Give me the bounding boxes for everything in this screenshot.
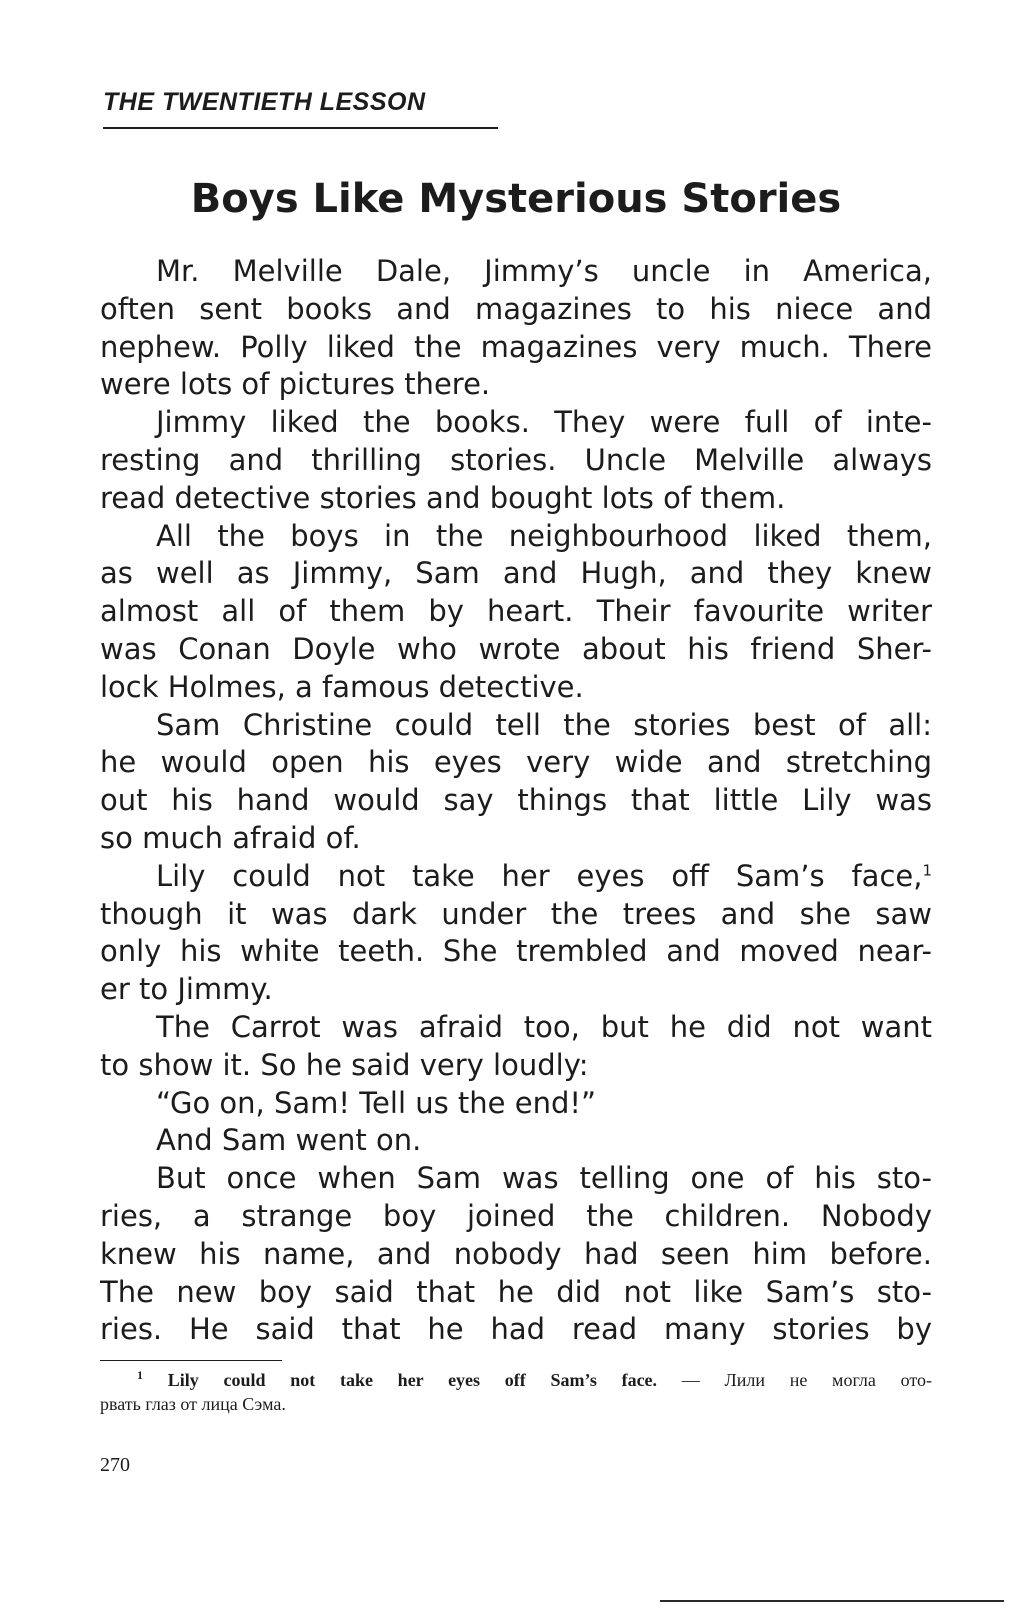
text-line [100,1274,932,1312]
text-line [100,820,932,858]
line-text: “Go on, Sam! Tell us the end!” [156,1085,597,1120]
line-text: often sent books and magazines to his niece and [100,291,932,326]
line-text: resting and thrilling stories. Uncle Melville always [100,442,932,477]
text-line [100,1085,932,1123]
footnote-russian-1: Лили не могла ото- [724,1370,933,1390]
paragraph [100,404,932,517]
line-text: ries. He said that he had read many stories by [100,1312,932,1347]
scan-edge-divider [660,1600,1004,1602]
text-line [100,858,932,896]
footnote-marker: 1 [137,1368,143,1382]
text-line [100,782,932,820]
text-line [100,291,932,329]
text-line [100,480,932,518]
paragraph [100,1160,932,1349]
line-text: Lily could not take her eyes off Sam’s face, [156,858,923,893]
line-text: out his hand would say things that little Lily was [100,783,932,818]
paragraph [100,858,932,1009]
text-line [100,631,932,669]
line-text: to show it. So he said very loudly: [100,1047,589,1082]
text-line [100,669,932,707]
page-number: 270 [100,1454,130,1476]
text-line [100,404,932,442]
line-text: were lots of pictures there. [100,367,491,402]
line-text: as well as Jimmy, Sam and Hugh, and they knew [100,556,932,591]
paragraph [100,518,932,707]
line-text: though it was dark under the trees and she saw [100,896,932,931]
line-text: The new boy said that he did not like Sam’s sto- [100,1274,932,1309]
paragraph [100,1009,932,1085]
page-title: Boys Like Mysterious Stories [190,176,842,222]
text-line [100,707,932,745]
line-text: so much afraid of. [100,820,361,855]
text-line [100,971,932,1009]
text-line [100,518,932,556]
line-text: read detective stories and bought lots of them. [100,480,786,515]
body-text [100,253,932,1349]
line-text: But once when Sam was telling one of his sto- [156,1161,932,1196]
line-text: ries, a strange boy joined the children. Nobody [100,1198,932,1233]
text-line [100,933,932,971]
line-text: nephew. Polly liked the magazines very much. There [100,329,932,364]
line-text: almost all of them by heart. Their favourite writer [100,594,932,629]
paragraph [100,253,932,404]
line-text: was Conan Doyle who wrote about his friend Sher- [100,631,932,666]
line-text: knew his name, and nobody had seen him before. [100,1236,932,1271]
line-text: Sam Christine could tell the stories best of all: [156,707,932,742]
text-line [100,555,932,593]
text-line [100,1122,932,1160]
footnote-english: Lily could not take her eyes off Sam’s face. [167,1370,658,1390]
text-line [100,744,932,782]
text-line [100,1311,932,1349]
text-line [100,253,932,291]
footnote-dash: — [657,1370,725,1390]
text-line [100,1047,932,1085]
line-text: er to Jimmy. [100,972,273,1007]
text-line [100,1160,932,1198]
text-line [100,329,932,367]
line-text: lock Holmes, a famous detective. [100,669,584,704]
footnote-line-2: рвать глаз от лица Сэма. [100,1394,286,1414]
text-line [100,366,932,404]
paragraph [100,1085,932,1123]
line-text: And Sam went on. [156,1123,422,1158]
footnote-divider [100,1360,282,1361]
footnote [100,1368,932,1416]
text-line [100,1198,932,1236]
text-line [100,593,932,631]
text-line [100,1009,932,1047]
footnote-reference: 1 [922,861,932,880]
line-text: Mr. Melville Dale, Jimmy’s uncle in America, [156,254,932,288]
line-text: Jimmy liked the books. They were full of inte- [156,405,932,440]
running-head: THE TWENTIETH LESSON [103,88,498,129]
text-line [100,896,932,934]
footnote-line-1 [100,1368,932,1392]
text-line [100,1236,932,1274]
line-text: The Carrot was afraid too, but he did not want [156,1009,932,1044]
line-text: he would open his eyes very wide and stretching [100,745,932,780]
line-text: All the boys in the neighbourhood liked them, [156,518,932,553]
line-text: only his white teeth. She trembled and moved near- [100,934,932,969]
paragraph [100,1122,932,1160]
text-line [100,442,932,480]
paragraph [100,707,932,858]
